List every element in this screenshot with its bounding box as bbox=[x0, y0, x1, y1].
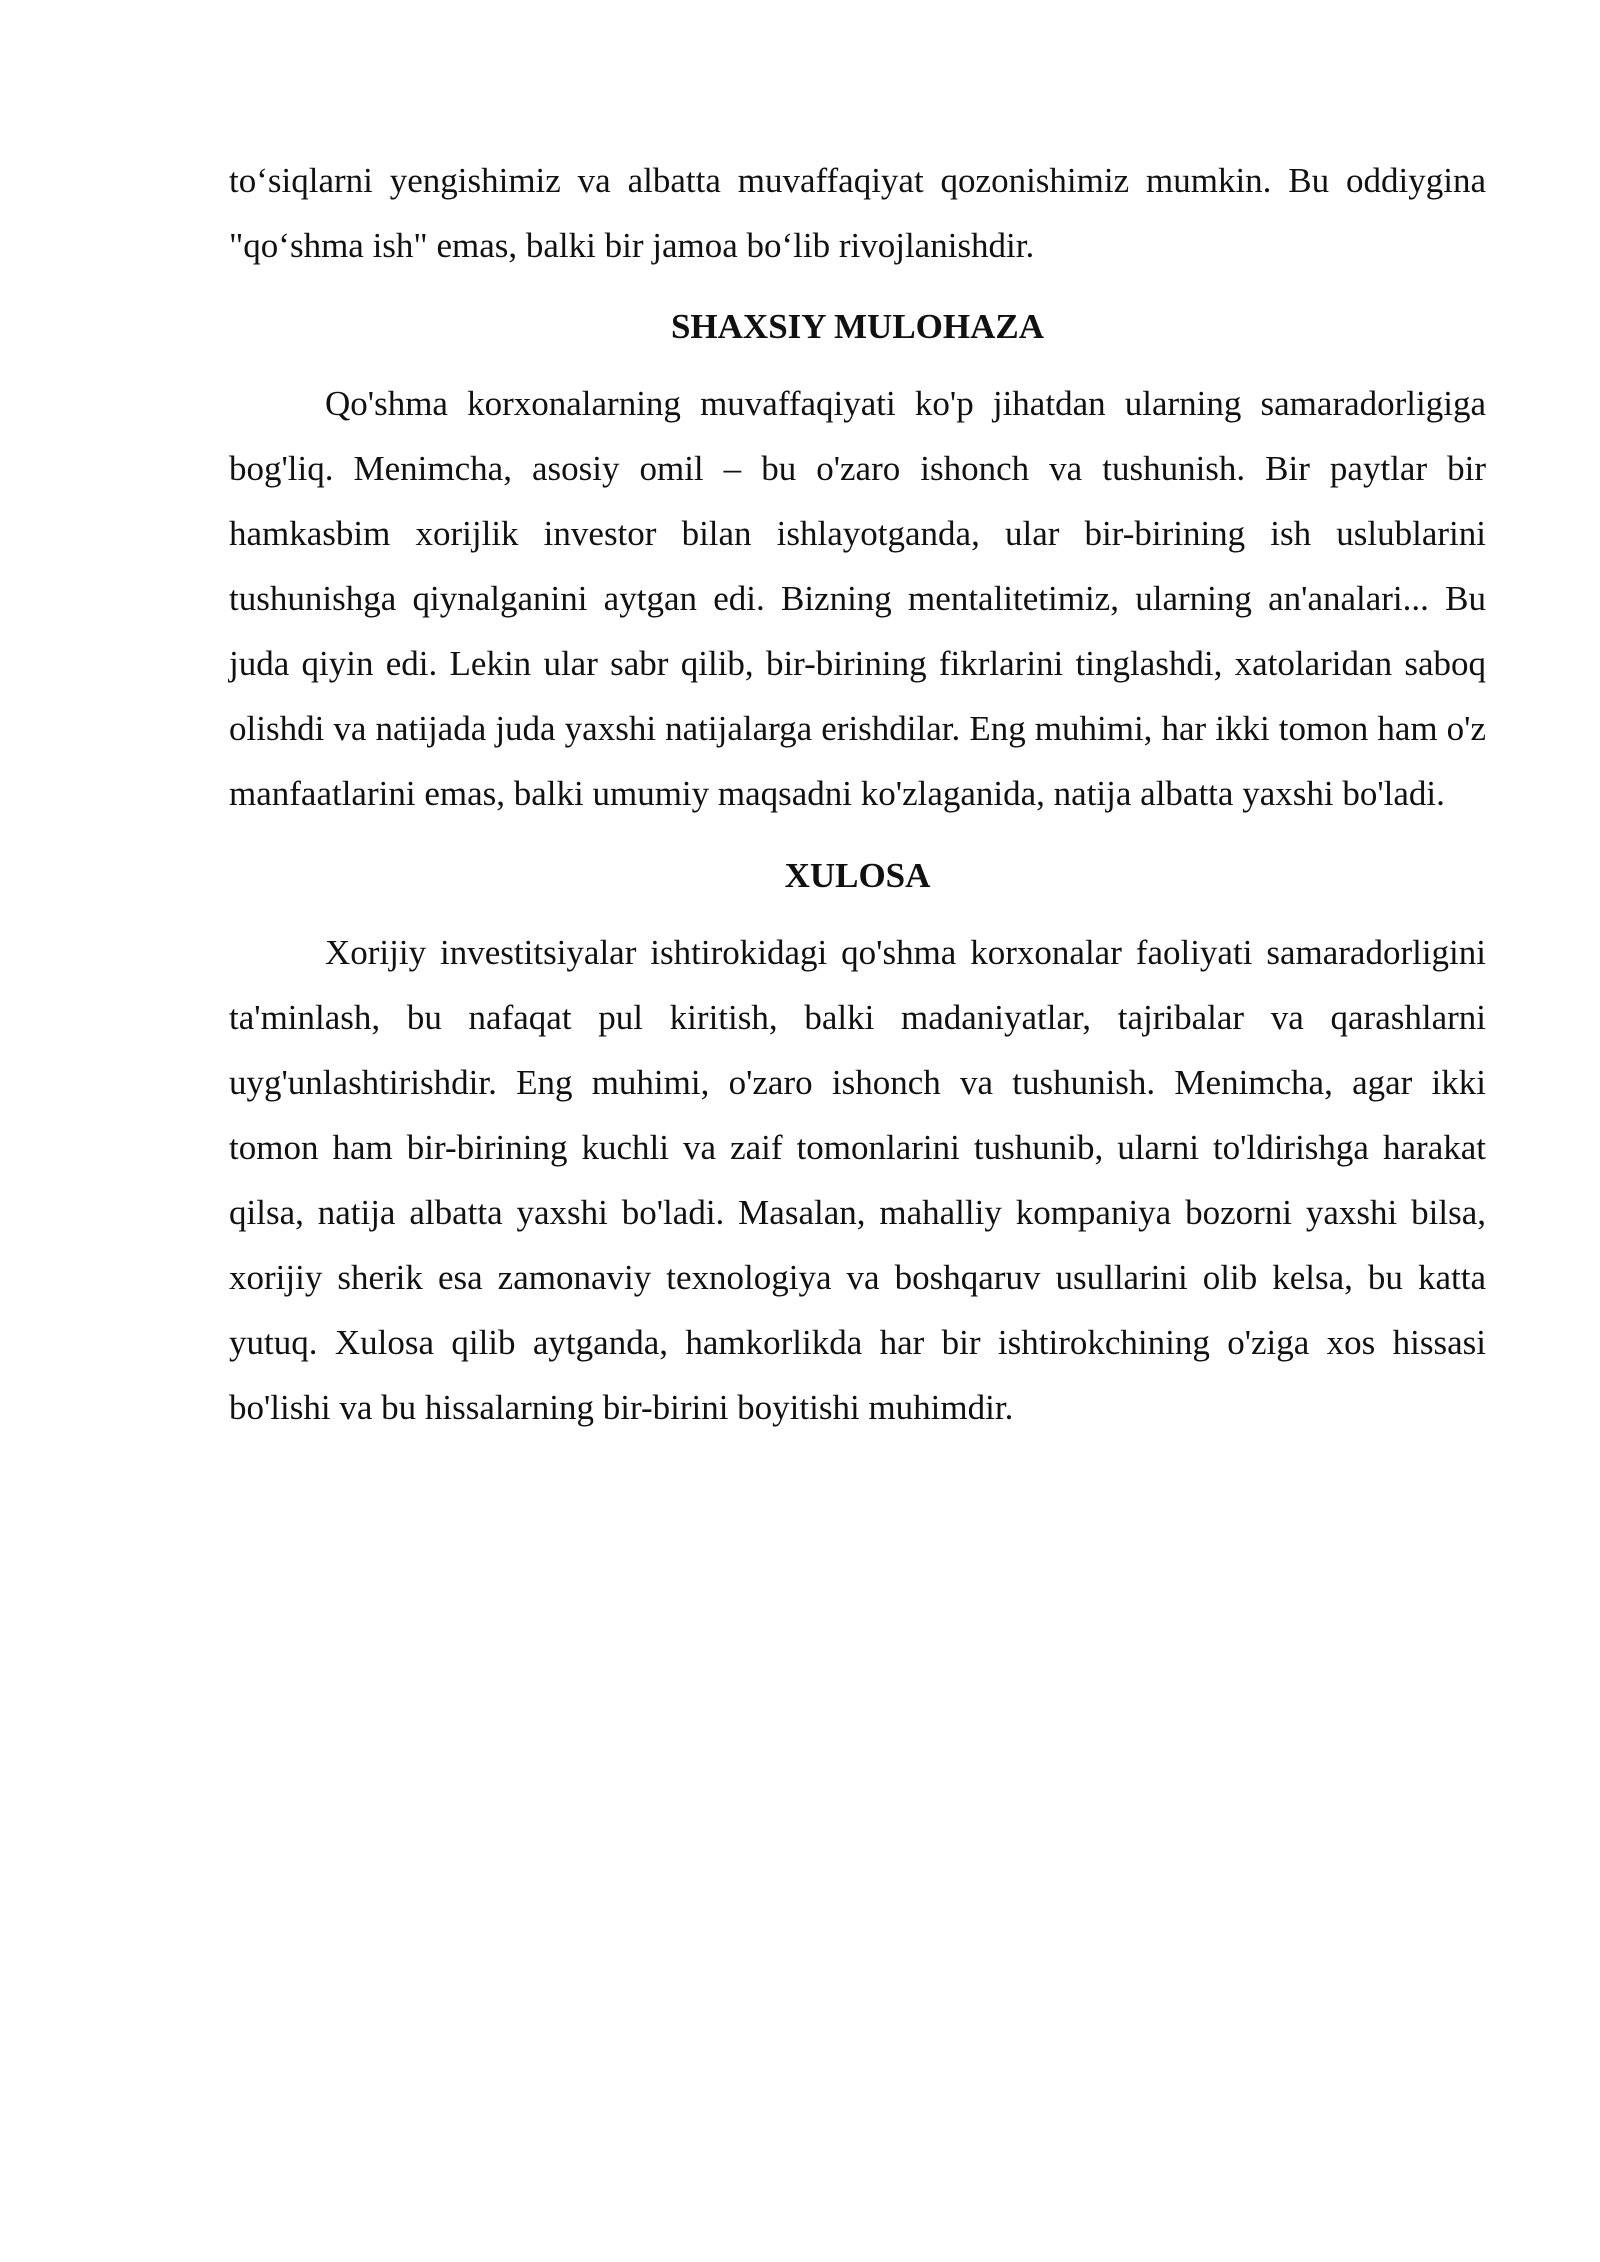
section-heading-personal-opinion: SHAXSIY MULOHAZA bbox=[670, 307, 1045, 346]
section-paragraph-personal-opinion: Qo'shma korxonalarning muvaffaqiyati ko'p jihatdan ularning samaradorligiga bog'liq. Menimcha, asosiy omil – bu o'zaro ishonch va tushunish. Bir paytlar bir hamkasbim xorijlik investor bilan ishlayotganda, ular bir-birining ish uslublarini tushunishga qiynalganini aytgan edi. Bizning mentalitetimiz, ularning an'analari... Bu juda qiyin edi. Lekin ular sabr qilib, bir-birining fikrlarini tinglashdi, xatolaridan saboq olishdi va natijada juda yaxshi natijalarga erishdilar. Eng muhimi, har ikki tomon ham o'z manfaatlarini emas, balki umumiy maqsadni ko'zlaganida, natija albatta yaxshi bo'ladi. bbox=[229, 384, 1486, 813]
section-heading-conclusion: XULOSA bbox=[784, 856, 931, 895]
document-body bbox=[229, 148, 1486, 1440]
section-paragraph-conclusion: Xorijiy investitsiyalar ishtirokidagi qo'shma korxonalar faoliyati samaradorligini ta'minlash, bu nafaqat pul kiritish, balki madaniyatlar, tajribalar va qarashlarni uyg'unlashtirishdir. Eng muhimi, o'zaro ishonch va tushunish. Menimcha, agar ikki tomon ham bir-birining kuchli va zaif tomonlarini tushunib, ularni to'ldirishga harakat qilsa, natija albatta yaxshi bo'ladi. Masalan, mahalliy kompaniya bozorni yaxshi bilsa, xorijiy sherik esa zamonaviy texnologiya va boshqaruv usullarini olib kelsa, bu katta yutuq. Xulosa qilib aytganda, hamkorlikda har bir ishtirokchining o'ziga xos hissasi bo'lishi va bu hissalarning bir-birini boyitishi muhimdir. bbox=[229, 933, 1486, 1427]
intro-paragraph: to‘siqlarni yengishimiz va albatta muvaffaqiyat qozonishimiz mumkin. Bu oddiygina "qo‘shma ish" emas, balki bir jamoa bo‘lib rivojlanishdir. bbox=[229, 161, 1486, 265]
